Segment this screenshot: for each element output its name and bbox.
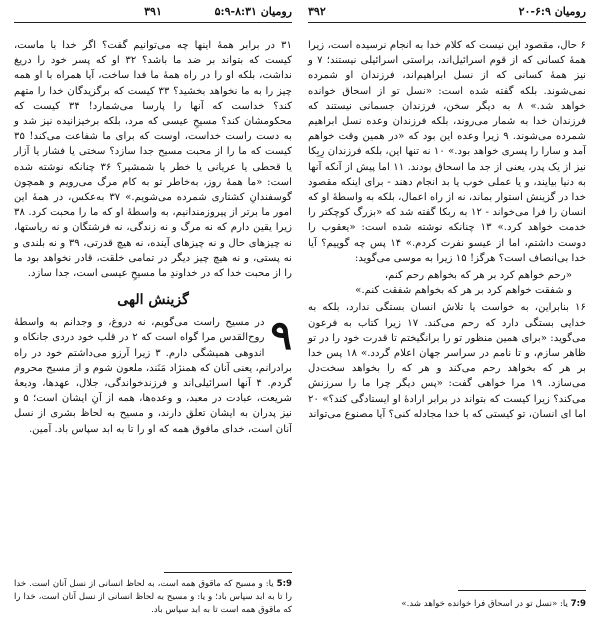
romans-9-6-15: ۶ حال، مقصود این نیست که کلام خدا به انجام نرسیده است، زیرا همهٔ کسانی که از قوم اسرائیل‌اند، براستی اسرائیلی نیستند؛ ۷ و نیز همهٔ کسانی که از نسل ابراهیم‌اند، فرزندان او شمرده نمی‌شوند. بلکه گفته شده است: «نسل تو از اسحاق خوانده خواهد شد.» ۸ به دیگر سخن، فرزندان جسمانی نیستند که فرزندان خدا به شمار می‌روند، بلکه فرزندان وعده نسل ابراهیم شمرده می‌شوند. ۹ زیرا وعده این بود که «در همین وقت خواهم آمد و سارا را پسری خواهد بود.» ۱۰ نه تنها این، بلکه فرزندان رِبِکا نیز از یک پدر، یعنی از جد ما اسحاق بودند. ۱۱ اما پیش از آنکه آنها به دنیا بیایند، و یا عملی خوب یا بد انجام دهند - برای اینکه مقصود خدا در گزینش استوار بماند، نه از راه اعمال، بلکه به واسطهٔ او که انسان را فرا می‌خواند - ۱۲ به ربکا گفته شد که «بزرگ کوچکتر را خدمت خواهد کرد.» ۱۳ چنانکه نوشته شده است: «یعقوب را دوست داشتم، اما از عیسو نفرت کردم.» ۱۴ پس چه گوییم؟ آیا خدا بی‌انصاف است؟ هرگز! ۱۵ زیرا به موسی می‌گوید:: [308, 40, 586, 264]
left-running-head: رومیان ۸:۳۱-۵:۹: [214, 5, 292, 18]
right-footnote: [308, 598, 586, 611]
left-footnote: [14, 578, 292, 617]
left-body-text: [14, 38, 292, 437]
left-page-number: ۳۹۱: [144, 5, 162, 18]
right-page-header: [308, 4, 586, 20]
chapter-9-opening: [14, 315, 292, 437]
left-page: [14, 0, 292, 626]
left-footnote-rule: [164, 572, 292, 573]
romans-9-16-20: ۱۶ بنابراین، به خواست یا تلاش انسان بستگی ندارد، بلکه به خدایی بستگی دارد که رحم می‌کند. ۱۷ زیرا کتاب به فرعون می‌گوید: «برای همین منظور تو را برانگیختم تا قدرت خود را در تو ظاهر سازم، و تا نامم در سراسر جهان اعلام گردد.» ۱۸ پس خدا بر هر که بخواهد رحم می‌کند و هر که را بخواهد سخت‌دل می‌سازد. ۱۹ مرا خواهی گفت: «پس دیگر چرا ما را سرزنش می‌کند؟ زیرا کیست که بتواند در برابر ارادهٔ او ایستادگی کند؟» ۲۰ اما ای انسان، تو کیستی که با خدا مجادله کنی؟ آیا مصنوع می‌تواند: [308, 302, 587, 420]
right-page-number: ۳۹۲: [308, 5, 326, 18]
right-footnote-text: یا: «نسل تو در اسحاق فرا خوانده خواهد شد.»: [401, 599, 568, 609]
poetry-line-1: «رحم خواهم کرد بر هر که بخواهم رحم کنم،: [384, 270, 572, 282]
right-footnote-rule: [458, 590, 586, 591]
chapter-number: ۹: [270, 315, 292, 360]
right-header-rule: [308, 22, 586, 23]
romans-9-1-5: در مسیح راست می‌گویم، نه دروغ، و وجدانم به واسطهٔ روح‌القدس مرا گواه است که ۲ در قلب خود دردی جانکاه و اندوهی همیشگی دارم. ۳ زیرا آرزو می‌داشتم خود در راه برادرانم، یعنی آنان که همنژاد مَنَند، ملعون شوم و از مسیح محروم گردم. ۴ آنها اسرائیلی‌اند و فرزندخواندگی، جلال، عهدها، ودیعهٔ شریعت، عبادت در معبد، و وعده‌ها، همه از آنِ ایشان است؛ ۵ و نیز پدران به ایشان تعلق دارند، و مسیح به لحاظ بشری از نسل آنان است، خدای مافوق همه که او را تا به ابد سپاس باد. آمین.: [14, 317, 292, 435]
right-page: [308, 0, 586, 626]
section-title: گزینش الهی: [117, 292, 189, 309]
right-running-head: رومیان ۶:۹-۲۰: [518, 5, 586, 18]
left-footnote-text: یا: و مسیح که ماقوق همه است، به لحاظ انسانی از نسل آنان است. خدا را تا به ابد سپاس باد؛ و یا: و مسیح به لحاظ انسانی از نسل آنان است، خدا را که ماقوق همه است تا به ابد سپاس باد.: [14, 579, 292, 615]
right-footnote-ref: 7:9: [570, 599, 586, 609]
romans-8-31-39: ۳۱ در برابر همهٔ اینها چه می‌توانیم گفت؟ اگر خدا با ماست، کیست که بتواند بر ضد ما باشد؟ ۳۲ او که پسر خود را دریغ نداشت، بلکه او را در راه همهٔ ما فدا ساخت، آیا همراه با او همه چیز را به ما نخواهد بخشید؟ ۳۳ کیست که برگزیدگان خدا را متهم کند؟ خداست که آنها را پارسا می‌شمارد! ۳۴ کیست که محکومشان کند؟ مسیحِ عیسی که مرد، بلکه برخیزانیده نیز شد و به دست راست خداست، اوست که برای ما شفاعت می‌کند! ۳۵ کیست که ما را از محبت مسیح جدا سازد؟ سختی یا فشار یا آزار یا قحطی یا عریانی یا خطر یا شمشیر؟ ۳۶ چنانکه نوشته شده است: «ما همهٔ روز، به‌خاطر تو به کام مرگ می‌رویم و همچون گوسفندانِ کشتاری شمرده می‌شویم.» ۳۷ به‌عکس، در همهٔ این امور ما برتر از پیروزمندانیم، به واسطهٔ او که ما را محبت کرد. ۳۸ زیرا یقین دارم که نه مرگ و نه زندگی، نه فرشتگان و نه ریاستها، نه چیزهای حال و نه چیزهای آینده، نه هیچ قدرتی، ۳۹ و نه بلندی و نه پستی، و نه هیچ چیز دیگر در تمامی خلقت، قادر نخواهد بود ما را از محبت خدا که در خداوندِ ما مسیحِ عیسی است، جدا سازد.: [14, 40, 292, 280]
left-page-header: [14, 4, 292, 20]
left-footnote-ref: 5:9: [276, 579, 292, 589]
right-body-text: [308, 38, 586, 422]
poetry-line-2: و شفقت خواهم کرد بر هر که بخواهم شفقت کنم.»: [355, 285, 572, 297]
poetry-quote: [308, 268, 572, 298]
left-header-rule: [14, 22, 292, 23]
